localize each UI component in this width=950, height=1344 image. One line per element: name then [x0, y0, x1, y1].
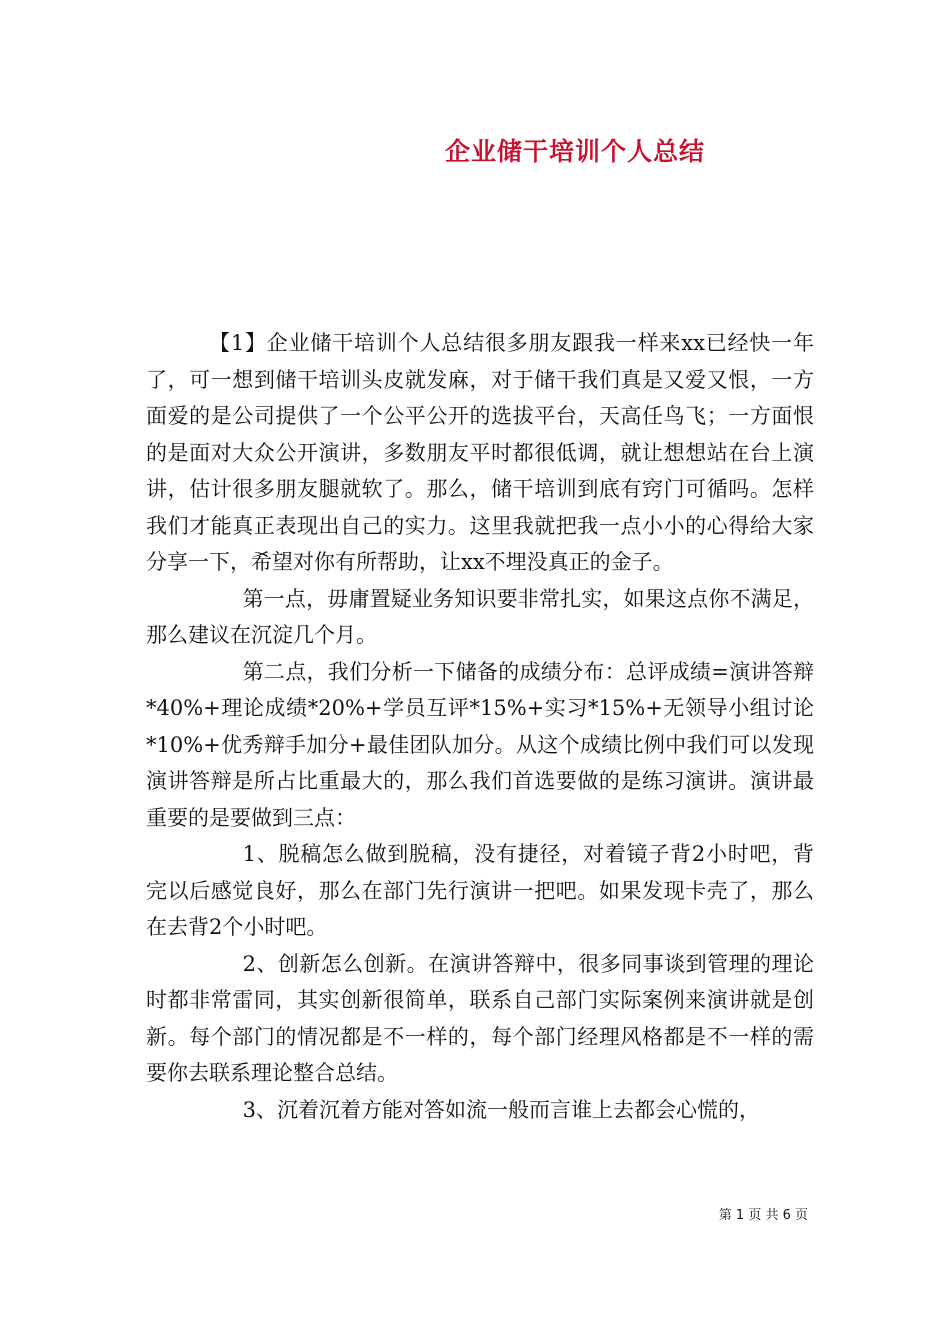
- paragraph-intro: 【1】企业储干培训个人总结很多朋友跟我一样来xx已经快一年了，可一想到储干培训头皮就发麻，对于储干我们真是又爱又恨，一方面爱的是公司提供了一个公平公开的选拔平台，天高任鸟飞；一方面恨的是面对大众公开演讲，多数朋友平时都很低调，就让想想站在台上演讲，估计很多朋友腿就软了。那么，储干培训到底有窍门可循吗。怎样我们才能真正表现出自己的实力。这里我就把我一点小小的心得给大家分享一下，希望对你有所帮助，让xx不埋没真正的金子。: [146, 331, 814, 574]
- paragraph-point-one: 第一点，毋庸置疑业务知识要非常扎实，如果这点你不满足，那么建议在沉淀几个月。: [146, 586, 814, 647]
- document-title: 企业储干培训个人总结: [444, 137, 705, 166]
- paragraph-item-two: 2、创新怎么创新。在演讲答辩中，很多同事谈到管理的理论时都非常雷同，其实创新很简单，联系自己部门实际案例来演讲就是创新。每个部门的情况都是不一样的，每个部门经理风格都是不一样的需要你去联系理论整合总结。: [146, 951, 814, 1085]
- paragraph-item-three: 3、沉着沉着方能对答如流一般而言谁上去都会心慌的，: [242, 1097, 760, 1122]
- document-body: [146, 325, 814, 1128]
- paragraph-point-two: 第二点，我们分析一下储备的成绩分布：总评成绩=演讲答辩*40%+理论成绩*20%+学员互评*15%+实习*15%+无领导小组讨论*10%+优秀辩手加分+最佳团队加分。从这个成绩比例中我们可以发现演讲答辩是所占比重最大的，那么我们首选要做的是练习演讲。演讲最重要的是要做到三点：: [146, 659, 814, 830]
- paragraph-item-one: 1、脱稿怎么做到脱稿，没有捷径，对着镜子背2小时吧，背完以后感觉良好，那么在部门先行演讲一把吧。如果发现卡壳了，那么在去背2个小时吧。: [146, 842, 814, 939]
- page-number-footer: 第 1 页 共 6 页: [718, 1208, 808, 1223]
